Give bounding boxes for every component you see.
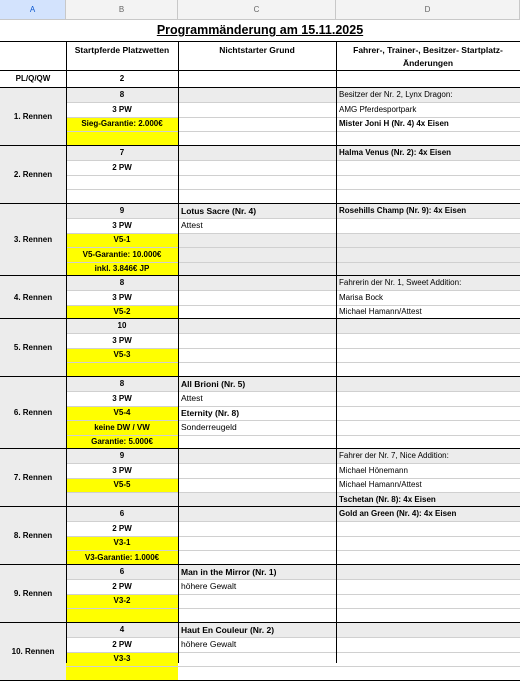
aenderung-cell <box>336 435 520 449</box>
nichtstarter-cell <box>178 233 336 247</box>
startpferde-cell: Garantie: 5.000€ <box>66 435 178 449</box>
startpferde-cell: inkl. 3.846€ JP <box>66 262 178 276</box>
aenderung-cell <box>336 160 520 175</box>
column-header-bar <box>0 0 520 20</box>
plqqw-label: PL/Q/QW <box>15 74 51 83</box>
row-divider <box>66 579 520 580</box>
race-label: 10. Rennen <box>0 623 66 681</box>
startpferde-cell <box>66 175 178 189</box>
startpferde-cell: V5-5 <box>66 478 178 492</box>
nichtstarter-cell: All Brioni (Nr. 5) <box>178 377 336 391</box>
aenderung-cell <box>336 391 520 406</box>
row-divider <box>66 189 520 190</box>
startpferde-cell <box>66 666 178 681</box>
row-divider <box>66 536 520 537</box>
startpferde-cell: 10 <box>66 319 178 333</box>
row-divider <box>66 117 520 118</box>
aenderung-cell <box>336 247 520 262</box>
nichtstarter-cell <box>178 362 336 377</box>
nichtstarter-cell <box>178 88 336 102</box>
aenderung-cell <box>336 189 520 204</box>
race-label: 9. Rennen <box>0 565 66 623</box>
race-label: 8. Rennen <box>0 507 66 565</box>
row-divider <box>66 550 520 551</box>
row-divider <box>66 290 520 291</box>
row-divider <box>66 233 520 234</box>
nichtstarter-cell <box>178 189 336 204</box>
startpferde-cell: V5-3 <box>66 348 178 362</box>
startpferde-cell: V5-1 <box>66 233 178 247</box>
plqqw-value: 2 <box>119 74 125 83</box>
startpferde-cell: V3-Garantie: 1.000€ <box>66 550 178 565</box>
aenderung-cell <box>336 594 520 608</box>
race-label: 3. Rennen <box>0 204 66 276</box>
aenderung-cell <box>336 623 520 637</box>
race-label: 1. Rennen <box>0 88 66 146</box>
startpferde-cell: 6 <box>66 565 178 579</box>
row-divider <box>66 391 520 392</box>
nichtstarter-cell: höhere Gewalt <box>181 639 237 649</box>
startpferde-cell: keine DW / VW <box>66 420 178 435</box>
aenderung-cell: Besitzer der Nr. 2, Lynx Dragon: <box>336 88 520 102</box>
aenderung-cell: Michael Hamann/Attest <box>339 307 422 316</box>
startpferde-cell: 9 <box>66 449 178 463</box>
row-divider <box>66 102 520 103</box>
startpferde-cell: 7 <box>66 146 178 160</box>
aenderung-cell <box>336 666 520 681</box>
aenderung-cell: Halma Venus (Nr. 2): 4x Eisen <box>336 146 520 160</box>
aenderung-cell <box>336 233 520 247</box>
nichtstarter-cell: Attest <box>181 393 203 403</box>
nichtstarter-cell <box>178 536 336 550</box>
aenderung-cell <box>336 521 520 536</box>
race-label: 7. Rennen <box>0 449 66 507</box>
startpferde-cell <box>66 131 178 146</box>
row-divider <box>66 175 520 176</box>
startpferde-cell: 8 <box>66 377 178 391</box>
aenderung-cell <box>336 406 520 420</box>
aenderung-cell <box>336 319 520 333</box>
startpferde-cell: 9 <box>66 204 178 218</box>
nichtstarter-cell <box>178 117 336 131</box>
startpferde-cell: 2 PW <box>112 640 132 649</box>
row-divider <box>66 521 520 522</box>
nichtstarter-cell <box>178 652 336 666</box>
race-label: 5. Rennen <box>0 319 66 377</box>
aenderung-cell <box>336 175 520 189</box>
aenderung-cell: Gold an Green (Nr. 4): 4x Eisen <box>336 507 520 521</box>
aenderung-cell <box>336 637 520 652</box>
aenderung-cell: Michael Hamann/Attest <box>339 480 422 489</box>
nichtstarter-cell: Man in the Mirror (Nr. 1) <box>178 565 336 579</box>
page-title: Programmänderung am 15.11.2025 <box>156 23 364 37</box>
startpferde-cell <box>66 362 178 377</box>
nichtstarter-cell <box>178 348 336 362</box>
nichtstarter-cell: Lotus Sacre (Nr. 4) <box>178 204 336 218</box>
row-divider <box>66 362 520 363</box>
aenderung-cell: Fahrerin der Nr. 1, Sweet Addition: <box>336 276 520 290</box>
aenderung-cell <box>336 218 520 233</box>
grid-line-c <box>178 41 179 663</box>
startpferde-cell: 3 PW <box>112 336 132 345</box>
aenderung-cell: AMG Pferdesportpark <box>339 105 417 114</box>
startpferde-cell <box>66 608 178 623</box>
nichtstarter-cell <box>178 247 336 262</box>
nichtstarter-cell <box>178 449 336 463</box>
nichtstarter-cell <box>178 131 336 146</box>
row-divider <box>66 463 520 464</box>
startpferde-cell: 2 PW <box>112 582 132 591</box>
startpferde-cell: 2 PW <box>112 163 132 172</box>
nichtstarter-cell <box>178 333 336 348</box>
nichtstarter-cell: höhere Gewalt <box>181 581 237 591</box>
nichtstarter-cell <box>178 492 336 507</box>
startpferde-cell: 3 PW <box>112 293 132 302</box>
row-divider <box>66 652 520 653</box>
nichtstarter-cell <box>178 160 336 175</box>
row-divider <box>66 247 520 248</box>
nichtstarter-cell <box>178 276 336 290</box>
row-divider <box>66 608 520 609</box>
startpferde-cell: V3-2 <box>66 594 178 608</box>
startpferde-cell: V3-3 <box>66 652 178 666</box>
startpferde-cell: 3 PW <box>112 394 132 403</box>
startpferde-cell: 3 PW <box>112 466 132 475</box>
aenderung-cell <box>336 362 520 377</box>
column-header-a[interactable]: A <box>0 0 66 19</box>
header-empty <box>0 41 66 71</box>
header-aenderungen: Fahrer-, Trainer-, Besitzer- Startplatz- Änderungen <box>336 41 520 71</box>
aenderung-cell <box>336 608 520 623</box>
aenderung-cell <box>336 420 520 435</box>
row-divider <box>66 420 520 421</box>
startpferde-cell: 2 PW <box>112 524 132 533</box>
startpferde-cell: 3 PW <box>112 105 132 114</box>
aenderung-cell: Tschetan (Nr. 8): 4x Eisen <box>336 492 520 507</box>
nichtstarter-cell <box>178 146 336 160</box>
aenderung-cell: Mister Joni H (Nr. 4) 4x Eisen <box>339 119 449 128</box>
aenderung-cell <box>336 348 520 362</box>
nichtstarter-cell: Attest <box>181 220 203 230</box>
nichtstarter-cell <box>178 507 336 521</box>
aenderung-cell <box>336 550 520 565</box>
startpferde-cell: Sieg-Garantie: 2.000€ <box>66 117 178 131</box>
aenderung-cell: Fahrer der Nr. 7, Nice Addition: <box>336 449 520 463</box>
row-divider <box>66 218 520 219</box>
row-divider <box>66 637 520 638</box>
aenderung-cell: Marisa Bock <box>339 293 384 302</box>
row-divider <box>66 305 520 306</box>
nichtstarter-cell <box>178 594 336 608</box>
aenderung-cell <box>336 377 520 391</box>
nichtstarter-cell <box>178 262 336 276</box>
row-divider <box>66 131 520 132</box>
row-divider <box>66 478 520 479</box>
grid-line-b <box>66 41 67 663</box>
nichtstarter-cell <box>178 666 336 681</box>
row-divider <box>66 594 520 595</box>
nichtstarter-cell <box>178 305 336 319</box>
row-divider <box>66 333 520 334</box>
startpferde-cell <box>66 492 178 507</box>
nichtstarter-cell <box>178 463 336 478</box>
row-divider <box>66 348 520 349</box>
aenderung-cell: Michael Hönemann <box>339 466 408 475</box>
race-label: 2. Rennen <box>0 146 66 204</box>
row-divider <box>66 492 520 493</box>
race-label: 6. Rennen <box>0 377 66 449</box>
nichtstarter-cell <box>178 435 336 449</box>
header-startpferde: Startpferde Platzwetten <box>66 41 178 71</box>
nichtstarter-cell <box>178 608 336 623</box>
header-nichtstarter: Nichtstarter Grund <box>178 41 336 71</box>
startpferde-cell <box>66 189 178 204</box>
row-divider <box>66 406 520 407</box>
startpferde-cell: V5-4 <box>66 406 178 420</box>
startpferde-cell: V3-1 <box>66 536 178 550</box>
nichtstarter-cell: Sonderreugeld <box>181 422 237 432</box>
aenderung-cell <box>336 565 520 579</box>
row-divider <box>66 435 520 436</box>
aenderung-cell: Rosehills Champ (Nr. 9): 4x Eisen <box>336 204 520 218</box>
grid-line-d <box>336 41 337 663</box>
startpferde-cell: 8 <box>66 88 178 102</box>
aenderung-cell <box>336 333 520 348</box>
column-header-c[interactable]: C <box>178 0 336 19</box>
aenderung-cell <box>336 536 520 550</box>
nichtstarter-cell: Eternity (Nr. 8) <box>181 408 240 418</box>
nichtstarter-cell <box>178 550 336 565</box>
column-header-b[interactable]: B <box>66 0 178 19</box>
race-label: 4. Rennen <box>0 276 66 319</box>
nichtstarter-cell <box>178 290 336 305</box>
startpferde-cell: V5-2 <box>66 305 178 319</box>
aenderung-cell <box>336 131 520 146</box>
nichtstarter-cell <box>178 521 336 536</box>
nichtstarter-cell <box>178 319 336 333</box>
aenderung-cell <box>336 652 520 666</box>
nichtstarter-cell <box>178 478 336 492</box>
aenderung-cell <box>336 262 520 276</box>
aenderung-cell <box>336 579 520 594</box>
nichtstarter-cell <box>178 102 336 117</box>
nichtstarter-cell: Haut En Couleur (Nr. 2) <box>178 623 336 637</box>
startpferde-cell: V5-Garantie: 10.000€ <box>66 247 178 262</box>
row-divider <box>66 160 520 161</box>
startpferde-cell: 3 PW <box>112 221 132 230</box>
row-divider <box>66 666 520 667</box>
nichtstarter-cell <box>178 175 336 189</box>
startpferde-cell: 4 <box>66 623 178 637</box>
startpferde-cell: 6 <box>66 507 178 521</box>
row-divider <box>66 262 520 263</box>
startpferde-cell: 8 <box>66 276 178 290</box>
column-header-d[interactable]: D <box>336 0 520 19</box>
